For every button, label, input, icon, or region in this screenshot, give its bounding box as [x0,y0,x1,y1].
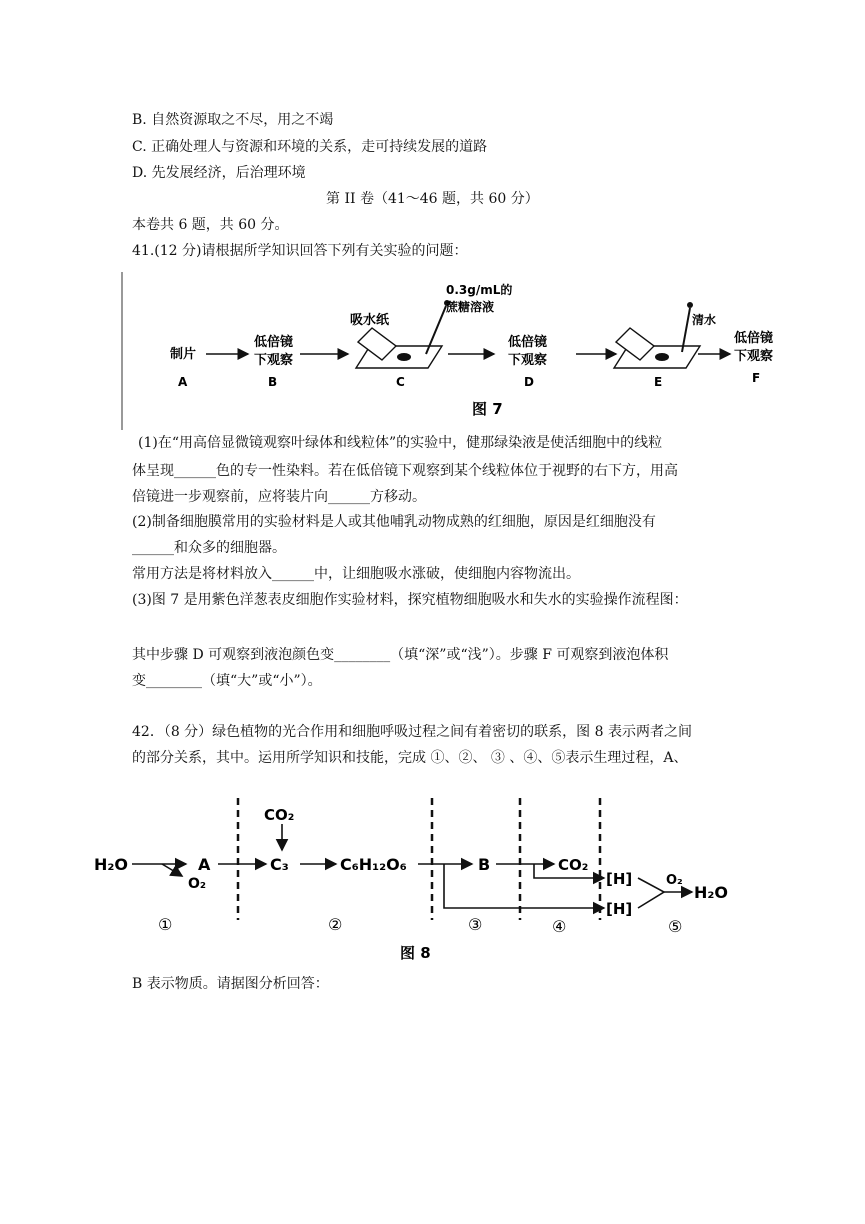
substance-b: B [478,855,491,874]
process-1: ① [158,915,173,934]
q41-p3-line1: (3)图 7 是用紫色洋葱表皮细胞作实验材料，探究植物细胞吸水和失水的实验操作流程图： [132,592,688,608]
q41-p2-line3: 常用方法是将材料放入______中，让细胞吸水涨破，使细胞内容物流出。 [132,566,580,582]
section-note: 本卷共 6 题，共 60 分。 [132,217,289,233]
arrow-to-o2 [162,864,182,876]
cell-e [655,353,669,361]
dropper-c [426,306,446,354]
process-3: ③ [468,915,483,934]
process-2: ② [328,915,343,934]
h2o-input: H₂O [94,855,128,874]
q42-tail: B 表示物质。请据图分析回答： [132,976,329,992]
q41-p1-line3: 倍镜进一步观察前，应将装片向______方移动。 [132,489,426,505]
merge-lines [638,878,664,908]
step-a-label: A [178,375,188,389]
o2-input: O₂ [666,873,683,888]
step-b-label: B [268,375,278,389]
cell-c [397,353,411,361]
q42-line1: 42．（8 分）绿色植物的光合作用和细胞呼吸过程之间有着密切的联系，图 8 表示两者之间 [132,724,692,740]
figure-7 [120,272,774,432]
q41-stem: 41.(12 分)请根据所学知识回答下列有关实验的问题： [132,243,468,259]
step-f-line1-visible: 低倍镜 [734,331,774,346]
glucose: C₆H₁₂O₆ [340,855,407,874]
o2-output: O₂ [188,876,207,892]
sucrose-line2: 蔗糖溶液 [446,300,495,314]
q41-p1-line1: (1)在“用高倍显微镜观察叶绿体和线粒体”的实验中，健那绿染液是使活细胞中的线粒 [138,435,663,451]
nadh-2: [H] [606,900,633,918]
step-f-label: F [752,371,761,385]
q41-p3-line2: 其中步骤 D 可观察到液泡颜色变________（填“深”或“浅”）。步骤 F 可观察到液泡体积 [132,647,669,663]
process-4: ④ [552,917,567,936]
co2-output: CO₂ [558,856,589,874]
co2-input: CO₂ [264,806,295,824]
c3: C₃ [270,855,289,874]
section-title: 第 II 卷（41～46 题，共 60 分） [326,191,539,207]
step-d-line1: 低倍镜 [508,335,548,350]
q42-line2: 的部分关系，其中。运用所学知识和技能，完成 ①、②、 ③ 、④、⑤表示生理过程，A、 [132,750,688,766]
nadh-1: [H] [606,870,633,888]
sucrose-line1: 0.3g/mL的 [446,283,513,297]
step-e-label: E [654,375,663,389]
figure-7-caption: 图 7 [472,400,503,418]
h2o-output: H₂O [694,883,728,902]
q41-p1-line2: 体呈现______色的专一性染料。若在低倍镜下观察到某个线粒体位于视野的右下方，用高 [132,463,678,479]
option-c: C. 正确处理人与资源和环境的关系，走可持续发展的道路 [132,139,488,155]
step-b-line1: 低倍镜 [254,335,294,350]
figure-8 [88,790,768,970]
step-prep-label: 制片 [170,347,197,362]
q41-p3-line3: 变________（填“大”或“小”）。 [132,673,322,689]
option-d: D. 先发展经济，后治理环境 [132,165,306,181]
step-d-line2: 下观察 [508,353,548,368]
process-5: ⑤ [668,917,683,936]
q41-p2-line2: ______和众多的细胞器。 [132,540,286,556]
absorbent-paper-label: 吸水纸 [350,313,390,328]
substance-a: A [198,855,211,874]
step-b-line2: 下观察 [254,353,294,368]
water-label: 清水 [692,313,717,327]
step-d-label: D [524,375,534,389]
option-b: B. 自然资源取之不尽，用之不竭 [132,112,334,128]
figure-8-caption: 图 8 [400,944,431,962]
step-c-label: C [396,375,405,389]
step-f-line2: 下观察 [734,349,774,364]
dropper-e-bulb [687,302,693,308]
q41-p2-line1: (2)制备细胞膜常用的实验材料是人或其他哺乳动物成熟的红细胞，原因是红细胞没有 [132,514,656,530]
